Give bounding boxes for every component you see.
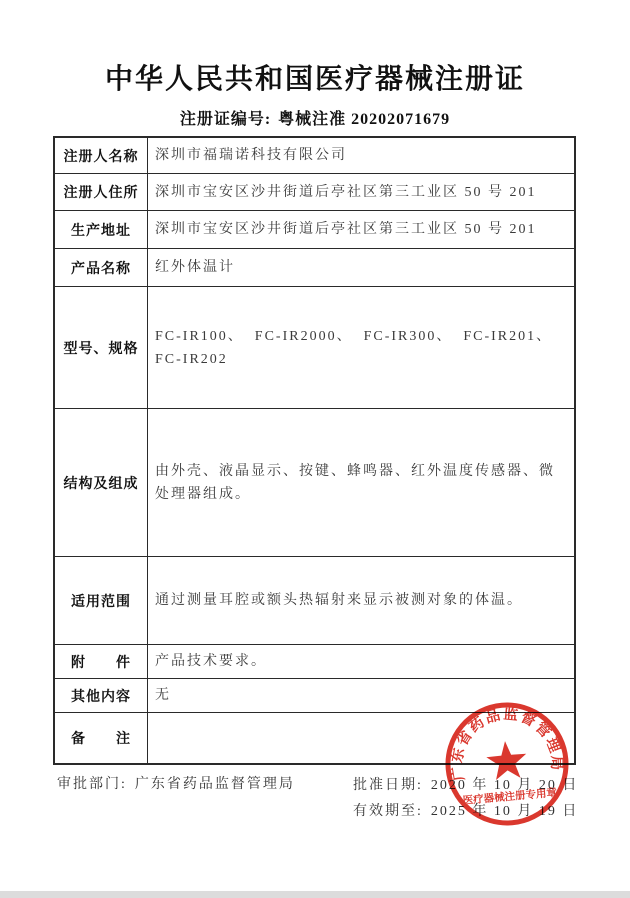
- row-label: 附 件: [55, 645, 148, 678]
- row-label: 产品名称: [55, 249, 148, 286]
- approval-department-line: [57, 773, 295, 793]
- row-label: 型号、规格: [55, 287, 148, 408]
- seal-star-icon: [485, 739, 528, 780]
- row-label: 生产地址: [55, 211, 148, 248]
- cert-number-line: [0, 106, 630, 129]
- row-label: 结构及组成: [55, 409, 148, 556]
- seal-caption-text: 医疗器械注册专用章: [462, 787, 558, 807]
- table-row-intended-use: [55, 557, 574, 645]
- table-row-product-name: [55, 249, 574, 287]
- table-row-registrant-name: [55, 138, 574, 174]
- row-value: 红外体温计: [155, 260, 235, 275]
- row-value: FC-IR100、 FC-IR2000、 FC-IR300、 FC-IR201、 FC-IR202: [155, 328, 564, 367]
- valid-until-label: 有效期至:: [353, 804, 423, 819]
- row-value: 深圳市宝安区沙井街道后亭社区第三工业区 50 号 201: [155, 222, 537, 237]
- approval-department-label: 审批部门:: [57, 777, 127, 792]
- page-bottom-edge: [0, 891, 630, 898]
- cert-number-value: 粤械注准 20202071679: [278, 111, 451, 128]
- table-row-model-spec: [55, 287, 574, 409]
- official-seal-stamp: [437, 694, 578, 835]
- certificate-table: [53, 136, 576, 765]
- row-value: 深圳市福瑞诺科技有限公司: [155, 148, 347, 163]
- row-value: 由外壳、液晶显示、按键、蜂鸣器、红外温度传感器、微处理器组成。: [155, 463, 555, 502]
- approval-date-value: 2020 年 10 月 20 日: [430, 778, 579, 793]
- row-label: 注册人名称: [55, 138, 148, 173]
- row-label: 适用范围: [55, 557, 148, 644]
- row-value: 通过测量耳腔或额头热辐射来显示被测对象的体温。: [155, 593, 523, 608]
- row-label: 其他内容: [55, 679, 148, 712]
- valid-until-value: 2025 年 10 月 19 日: [430, 804, 579, 819]
- table-row-production-address: [55, 211, 574, 249]
- row-label: 备 注: [55, 713, 148, 763]
- row-value: 深圳市宝安区沙井街道后亭社区第三工业区 50 号 201: [155, 184, 537, 200]
- document-title: 中华人民共和国医疗器械注册证: [104, 64, 525, 95]
- row-value: 产品技术要求。: [155, 654, 267, 669]
- cert-number-label: 注册证编号:: [179, 111, 272, 128]
- approval-department-value: 广东省药品监督管理局: [134, 777, 295, 792]
- table-row-attachment: [55, 645, 574, 679]
- seal-arc-text: 广东省药品监督管理局: [449, 706, 565, 782]
- table-row-registrant-address: [55, 174, 574, 211]
- approval-date-label: 批准日期:: [353, 778, 423, 793]
- row-label: 注册人住所: [55, 174, 148, 210]
- row-value: 无: [155, 688, 171, 703]
- table-row-structure-composition: [55, 409, 574, 557]
